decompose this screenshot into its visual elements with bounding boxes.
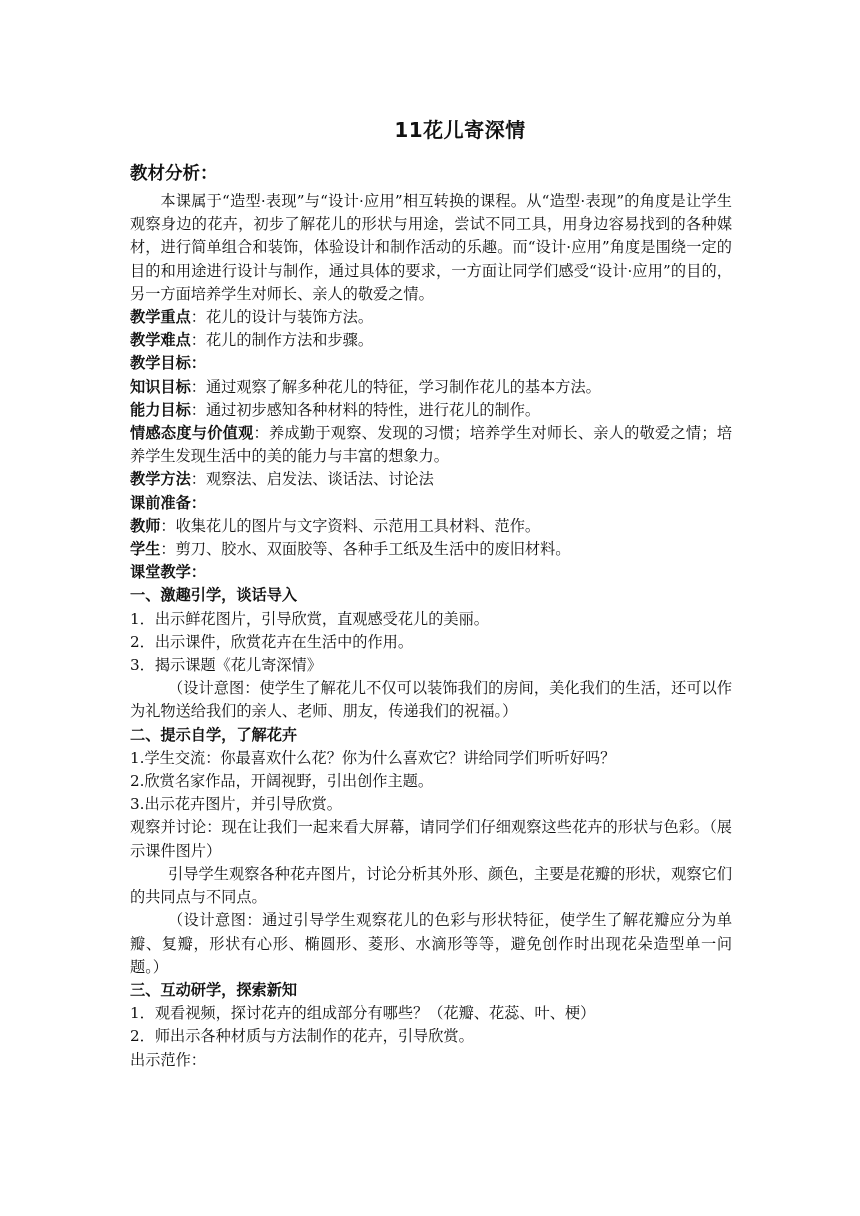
part1-item: 3．揭示课题《花儿寄深情》 <box>130 656 322 675</box>
student-prep-line <box>130 538 732 561</box>
part3-item: 1．观看视频，探讨花卉的组成部分有哪些？（花瓣、花蕊、叶、梗） <box>130 1004 596 1023</box>
part2-heading: 二、提示自学，了解花卉 <box>130 725 298 744</box>
method-text: ：观察法、启发法、谈话法、讨论法 <box>190 470 434 489</box>
teacher-prep-label: 教师 <box>130 516 161 535</box>
ability-goal-label: 能力目标 <box>130 400 191 419</box>
teacher-prep-line <box>130 515 732 538</box>
key-point-text: ：花儿的设计与装饰方法。 <box>190 308 373 327</box>
knowledge-goal-line <box>130 376 732 399</box>
student-prep-text: ：剪刀、胶水、双面胶等、各种手工纸及生活中的废旧材料。 <box>160 540 571 559</box>
teacher-prep-text: ：收集花儿的图片与文字资料、示范用工具材料、范作。 <box>160 516 541 535</box>
part3-item: 出示范作： <box>130 1050 206 1069</box>
emotion-goal-line <box>130 422 732 468</box>
knowledge-goal-label: 知识目标 <box>130 377 191 396</box>
ability-goal-text: ：通过初步感知各种材料的特性，进行花儿的制作。 <box>190 400 541 419</box>
part1-item: 2．出示课件，欣赏花卉在生活中的作用。 <box>130 632 414 651</box>
part2-item: 3.出示花卉图片，并引导欣赏。 <box>130 795 342 814</box>
student-prep-label: 学生 <box>130 540 161 559</box>
emotion-goal-text: ：养成勤于观察、发现的习惯；培养学生对师长、亲人的敬爱之情；培养学生发现生活中的美的能力与丰富的想象力。 <box>130 424 733 466</box>
analysis-paragraph: 本课属于“造型·表现”与“设计·应用”相互转换的课程。从“造型·表现”的角度是让学生观察身边的花卉，初步了解花儿的形状与用途，尝试不同工具，用身边容易找到的各种媒材，进行简单组合和装饰，体验设计和制作活动的乐趣。而“设计·应用”角度是围绕一定的目的和用途进行设计与制作，通过具体的要求，一方面让同学们感受“设计·应用”的目的，另一方面培养学生对师长、亲人的敬爱之情。 <box>130 192 732 303</box>
method-line <box>130 468 732 491</box>
ability-goal-line <box>130 399 732 422</box>
page-title: 11花儿寄深情 <box>394 118 526 142</box>
part1-design-note: （设计意图：使学生了解花儿不仅可以装饰我们的房间，美化我们的生活，还可以作为礼物送给我们的亲人、老师、朋友，传递我们的祝福。） <box>130 679 732 721</box>
key-point-label: 教学重点 <box>130 308 191 327</box>
part2-guide: 引导学生观察各种花卉图片，讨论分析其外形、颜色，主要是花瓣的形状，观察它们的共同点与不同点。 <box>130 864 732 907</box>
difficulty-line <box>130 329 732 352</box>
document-body <box>130 160 732 1072</box>
difficulty-text: ：花儿的制作方法和步骤。 <box>190 331 373 350</box>
part3-item: 2．师出示各种材质与方法制作的花卉，引导欣赏。 <box>130 1027 474 1046</box>
prep-heading: 课前准备： <box>130 493 206 512</box>
class-heading: 课堂教学： <box>130 563 206 582</box>
part3-heading: 三、互动研学，探索新知 <box>130 980 298 999</box>
part2-design-note: （设计意图：通过引导学生观察花儿的色彩与形状特征，使学生了解花瓣应分为单瓣、复瓣，形状有心形、椭圆形、菱形、水滴形等等，避免创作时出现花朵造型单一问题。） <box>130 911 732 976</box>
analysis-heading: 教材分析： <box>130 164 218 184</box>
part2-item: 2.欣赏名家作品，开阔视野，引出创作主题。 <box>130 772 434 791</box>
emotion-goal-label: 情感态度与价值观 <box>130 424 254 443</box>
difficulty-label: 教学难点 <box>130 331 191 350</box>
goals-heading: 教学目标： <box>130 354 206 373</box>
part1-item: 1．出示鲜花图片，引导欣赏，直观感受花儿的美丽。 <box>130 609 489 628</box>
knowledge-goal-text: ：通过观察了解多种花儿的特征，学习制作花儿的基本方法。 <box>190 377 601 396</box>
method-label: 教学方法 <box>130 470 191 489</box>
key-point-line <box>130 306 732 329</box>
part2-discuss: 观察并讨论：现在让我们一起来看大屏幕，请同学们仔细观察这些花卉的形状与色彩。（展示课件图片） <box>130 818 732 860</box>
part1-heading: 一、激趣引学，谈话导入 <box>130 586 298 605</box>
part2-item: 1.学生交流：你最喜欢什么花？你为什么喜欢它？讲给同学们听听好吗？ <box>130 748 616 767</box>
